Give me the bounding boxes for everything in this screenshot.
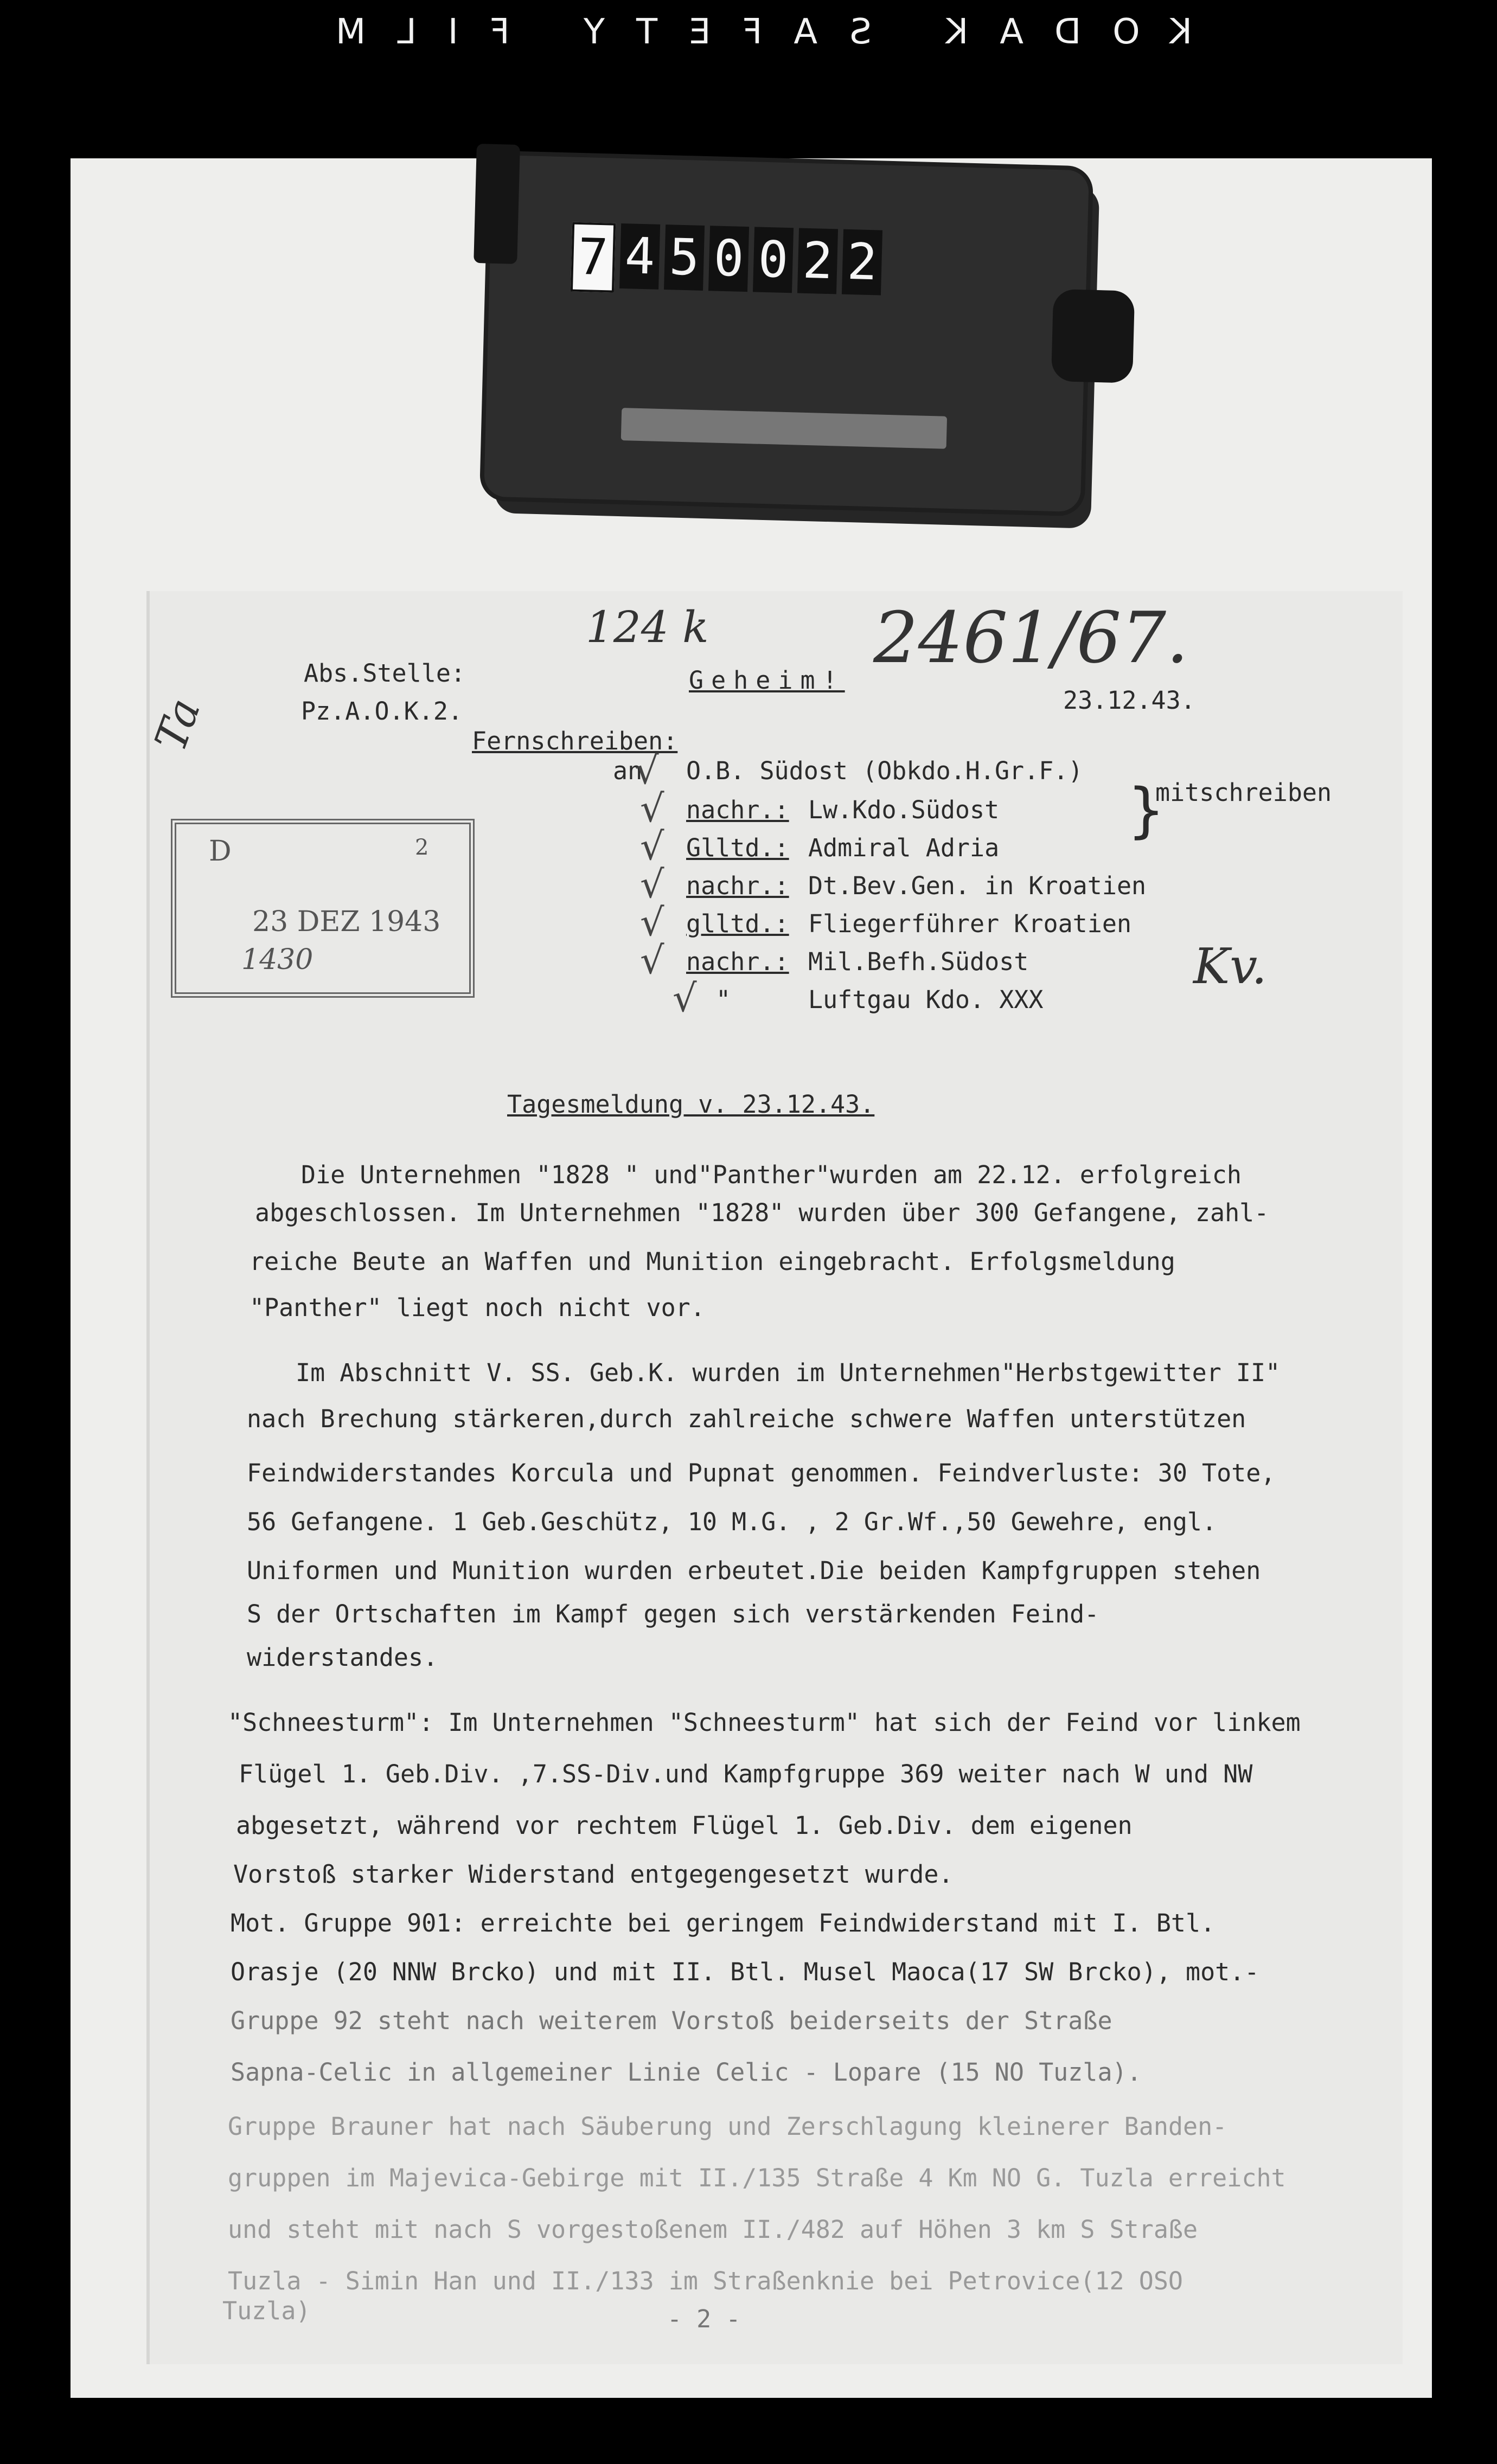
sender-label: Abs.Stelle: [304,659,466,688]
counter-label-plate [621,408,947,449]
check-mark: √ [640,824,664,869]
recipient-value: Lw.Kdo.Südost [808,795,1000,824]
body-line: nach Brechung stärkeren,durch zahlreiche schwere Waffen unterstützen [247,1404,1246,1433]
body-line: abgesetzt, während vor rechtem Flügel 1. Geb.Div. dem eigenen [236,1811,1133,1840]
check-mark: √ [673,976,697,1021]
recipient-brace: } [1128,775,1165,845]
body-line: Mot. Gruppe 901: erreichte bei geringem Feindwiderstand mit I. Btl. [231,1909,1215,1937]
check-mark: √ [640,938,664,983]
mitschreiben-note: mitschreiben [1155,778,1332,807]
body-line: Gruppe Brauner hat nach Säuberung und Zerschlagung kleinerer Banden- [228,2112,1227,2141]
recipient-value: Fliegerführer Kroatien [808,909,1132,938]
body-line: S der Ortschaften im Kampf gegen sich verstärkenden Feind- [247,1600,1099,1628]
body-line: 56 Gefangene. 1 Geb.Geschütz, 10 M.G. , 2 Gr.Wf.,50 Gewehre, engl. [247,1507,1217,1536]
stamp-time: 1430 [241,944,314,976]
body-line: Orasje (20 NNW Brcko) und mit II. Btl. Musel Maoca(17 SW Brcko), mot.- [231,1958,1259,1986]
recipient-prefix: an [613,756,643,785]
stamp-date: 23 DEZ 1943 [252,906,441,938]
counter-digit: 0 [708,226,749,292]
handwritten-kv: Kv. [1193,938,1268,995]
body-line: "Panther" liegt noch nicht vor. [250,1293,705,1322]
counter-digit: 5 [664,224,705,291]
recipient-value: Luftgau Kdo. XXX [808,985,1044,1014]
check-mark: √ [640,786,664,831]
page-number: - 2 - [667,2305,741,2333]
counter-digit: 4 [619,223,660,290]
body-line: reiche Beute an Waffen und Munition eingebracht. Erfolgsmeldung [250,1247,1175,1276]
body-line: Die Unternehmen "1828 " und"Panther"wurden am 22.12. erfolgreich [301,1160,1242,1189]
header-date: 23.12.43. [1063,686,1195,715]
fernschreiben-label: Fernschreiben: [472,727,678,755]
receipt-stamp [171,819,475,998]
report-title: Tagesmeldung v. 23.12.43. [507,1090,875,1119]
check-mark: √ [640,862,664,907]
stamp-code: D [209,835,232,868]
body-line: Flügel 1. Geb.Div. ,7.SS-Div.und Kampfgruppe 369 weiter nach W und NW [239,1760,1253,1788]
counter-knob [1051,289,1135,383]
film-edge-text: KODAK SAFETY FILM [304,12,1193,52]
recipient-prefix: glltd.: [686,909,789,938]
body-line: "Schneesturm": Im Unternehmen "Schneesturm" hat sich der Feind vor linkem [228,1708,1301,1737]
recipient-value: Mil.Befh.Südost [808,947,1029,976]
handwritten-archive-number: 2461/67. [873,596,1189,679]
check-mark: √ [640,900,664,945]
counter-digit: 7 [571,222,616,293]
body-line: gruppen im Majevica-Gebirge mit II./135 Straße 4 Km NO G. Tuzla erreicht [228,2164,1286,2192]
counter-digit: 2 [797,228,838,294]
counter-digit: 2 [842,229,882,296]
sender-value: Pz.A.O.K.2. [301,697,463,726]
recipient-prefix: nachr.: [686,795,789,824]
recipient-prefix: nachr.: [686,871,789,900]
frame-counter-device [484,155,1089,512]
counter-digit: 0 [753,227,794,293]
body-line: und steht mit nach S vorgestoßenem II./482 auf Höhen 3 km S Straße [228,2215,1198,2244]
body-line: widerstandes. [247,1643,438,1672]
body-line: Gruppe 92 steht nach weiterem Vorstoß beiderseits der Straße [231,2006,1112,2035]
recipient-value: Admiral Adria [808,833,1000,862]
body-line: Vorstoß starker Widerstand entgegengesetzt wurde. [233,1860,954,1889]
counter-digits [571,222,882,300]
body-line: Uniformen und Munition wurden erbeutet.Die beiden Kampfgruppen stehen [247,1556,1261,1585]
handwritten-margin-note: Ta [145,692,210,758]
body-line: Feindwiderstandes Korcula und Pupnat genommen. Feindverluste: 30 Tote, [247,1459,1276,1487]
recipient-prefix: " [716,985,731,1014]
recipient-value: Dt.Bev.Gen. in Kroatien [808,871,1147,900]
stamp-number: 2 [415,835,429,860]
body-line: Im Abschnitt V. SS. Geb.K. wurden im Unternehmen"Herbstgewitter II" [296,1358,1281,1387]
handwritten-folio: 124 k [586,602,709,652]
classification: Geheim! [689,666,845,695]
recipient-prefix: nachr.: [686,947,789,976]
body-line: abgeschlossen. Im Unternehmen "1828" wurden über 300 Gefangene, zahl- [255,1198,1269,1227]
body-line: Sapna-Celic in allgemeiner Linie Celic - Lopare (15 NO Tuzla). [231,2058,1142,2087]
check-mark: √ [635,748,659,793]
recipient-prefix: Glltd.: [686,833,789,862]
counter-clip [474,144,520,264]
recipient-value: O.B. Südost (Obkdo.H.Gr.F.) [686,756,1083,785]
body-line: Tuzla) [222,2296,311,2325]
body-line: Tuzla - Simin Han und II./133 im Straßenknie bei Petrovice(12 OSO [228,2267,1183,2295]
